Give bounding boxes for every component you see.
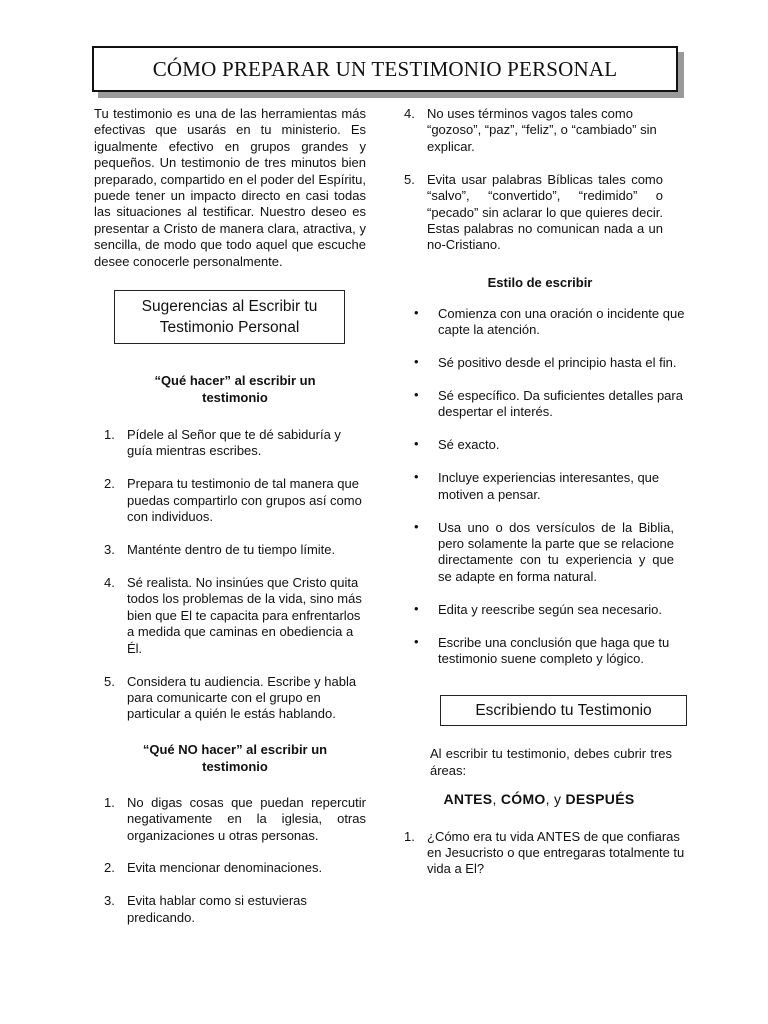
list-number: 3. — [104, 893, 115, 909]
list-number: 3. — [104, 542, 115, 558]
list-number: 4. — [104, 575, 115, 590]
list-number: 5. — [104, 673, 115, 689]
list-item — [402, 470, 690, 503]
list-item — [94, 542, 366, 558]
escribiendo-box: Escribiendo tu Testimonio — [440, 695, 687, 726]
page-title: CÓMO PREPARAR UN TESTIMONIO PERSONAL — [92, 46, 678, 92]
que-hacer-heading — [104, 372, 366, 406]
list-item-text: Sé positivo desde el principio hasta el fin. — [438, 355, 677, 371]
list-item-text: Manténte dentro de tu tiempo límite. — [127, 542, 336, 558]
list-item-text: ¿Cómo era tu vida ANTES de que confiaras en Jesucristo o que entregaras totalmente tu vida a El? — [427, 828, 685, 877]
list-item-text: No digas cosas que puedan repercutir negativamente en la iglesia, otras organizaciones u otras personas. — [127, 794, 366, 843]
list-item — [402, 635, 690, 668]
estilo-list — [402, 306, 690, 668]
list-item-text: Escribe una conclusión que haga que tu testimonio suene completo y lógico. — [438, 634, 670, 666]
areas-list — [402, 829, 690, 878]
area-separator: , y — [545, 791, 566, 808]
right-column — [402, 106, 690, 878]
list-number: 4. — [404, 106, 415, 121]
list-item — [402, 172, 690, 254]
que-hacer-heading-line2: testimonio — [202, 390, 268, 406]
list-item — [94, 860, 366, 876]
que-no-hacer-list — [94, 795, 366, 926]
list-item-text: Evita hablar como si estuvieras predicando. — [127, 893, 307, 925]
areas-line — [388, 791, 690, 807]
list-item-text: Prepara tu testimonio de tal manera que puedas compartirlo con grupos así como con individuos. — [127, 476, 362, 525]
list-item — [94, 674, 366, 723]
list-item-text: Evita usar palabras Bíblicas tales como “salvo”, “convertido”, “redimido” o “pecado” sin aclarar lo que quieres decir. Estas palabras no comunican nada a un no-Cristiano. — [427, 171, 663, 253]
list-number: 1. — [104, 794, 115, 810]
bullet-icon: • — [414, 436, 419, 452]
bullet-icon: • — [414, 469, 419, 485]
list-item — [402, 355, 690, 371]
list-item — [402, 106, 690, 155]
list-item-text: Edita y reescribe según sea necesario. — [438, 601, 663, 617]
sugerencias-box-line2: Testimonio Personal — [159, 319, 300, 337]
sugerencias-box — [114, 290, 345, 344]
escribiendo-intro: Al escribir tu testimonio, debes cubrir tres áreas: — [430, 746, 672, 778]
left-column — [94, 106, 366, 926]
que-hacer-list — [94, 427, 366, 723]
list-item — [402, 520, 690, 586]
list-number: 2. — [104, 860, 115, 876]
estilo-heading: Estilo de escribir — [487, 274, 593, 290]
list-item-text: Considera tu audiencia. Escribe y habla para comunicarte con el grupo en particular a quién le estás hablando. — [127, 673, 357, 722]
que-no-hacer-list-continued — [402, 106, 690, 254]
list-item — [402, 602, 690, 618]
list-item-text: Pídele al Señor que te dé sabiduría y guía mientras escribes. — [127, 427, 341, 459]
bullet-icon: • — [414, 600, 419, 616]
list-number: 1. — [104, 427, 115, 443]
bullet-icon: • — [414, 518, 419, 534]
list-item — [94, 893, 366, 926]
list-item-text: Usa uno o dos versículos de la Biblia, pero solamente la parte que se relacione directamente con tu experiencia y que se adapte en forma natural. — [438, 519, 674, 584]
list-number: 1. — [404, 828, 415, 844]
list-item-text: Evita mencionar denominaciones. — [127, 860, 323, 876]
list-item-text: No uses términos vagos tales como “gozoso”, “paz”, “feliz”, o “cambiado” sin explicar. — [427, 106, 657, 154]
list-item — [402, 437, 690, 453]
list-number: 2. — [104, 476, 115, 492]
list-item — [94, 795, 366, 844]
title-frame — [92, 46, 678, 92]
list-item — [402, 388, 690, 421]
area-despues: DESPUÉS — [565, 791, 635, 808]
list-item-text: Incluye experiencias interesantes, que motiven a pensar. — [438, 470, 660, 502]
area-separator: , — [492, 791, 501, 808]
bullet-icon: • — [414, 633, 419, 649]
list-item — [94, 476, 366, 525]
sugerencias-box-line1: Sugerencias al Escribir tu — [141, 298, 318, 316]
area-como: CÓMO — [500, 791, 546, 808]
que-no-hacer-heading-line1: “Qué NO hacer” al escribir un — [142, 741, 328, 757]
list-item — [94, 575, 366, 657]
que-no-hacer-heading — [104, 741, 366, 775]
list-item-text: Sé específico. Da suficientes detalles para despertar el interés. — [438, 387, 683, 420]
bullet-icon: • — [414, 386, 419, 402]
area-antes: ANTES — [443, 791, 493, 808]
que-no-hacer-heading-line2: testimonio — [202, 758, 268, 774]
bullet-icon: • — [414, 304, 419, 320]
list-item-text: Sé realista. No insinúes que Cristo quita todos los problemas de la vida, sino más bien que El te capacita para enfrentarlos a medida que caminas en obediencia a Él. — [127, 575, 362, 656]
bullet-icon: • — [414, 354, 419, 370]
list-item-text: Comienza con una oración o incidente que capte la atención. — [438, 305, 685, 338]
list-item-text: Sé exacto. — [438, 437, 500, 453]
list-item — [402, 829, 690, 878]
list-number: 5. — [404, 171, 415, 187]
list-item — [402, 306, 690, 339]
list-item — [94, 427, 366, 460]
intro-paragraph: Tu testimonio es una de las herramientas más efectivas que usarás en tu ministerio. Es igualmente efectivo en grupos grandes y pequeños. Un testimonio de tres minutos bien preparado, compartido en el poder del Espíritu, puede tener un impacto directo en casi todas las situaciones al testificar. Nuestro deseo es presentar a Cristo de manera clara, atractiva, y sencilla, de modo que todo aquel que escuche desee conocerle personalmente. — [94, 106, 366, 269]
que-hacer-heading-line1: “Qué hacer” al escribir un — [154, 373, 316, 389]
